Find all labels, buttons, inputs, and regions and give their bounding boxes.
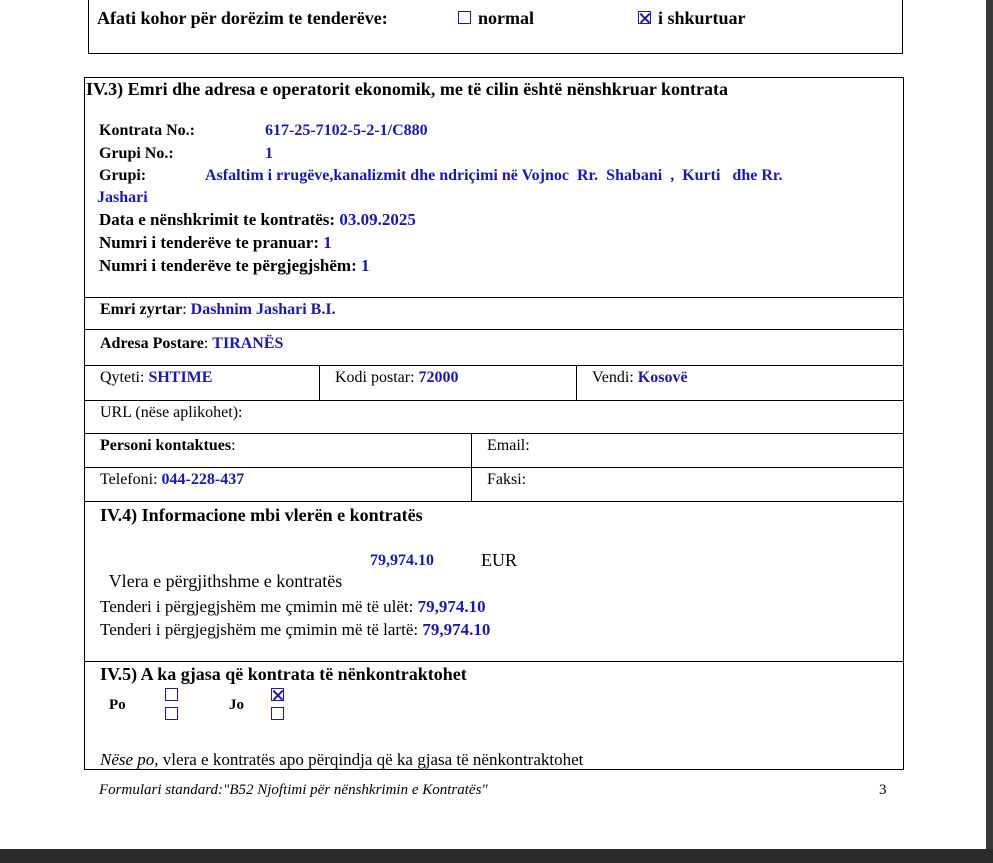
url-label: URL (nëse aplikohet): [100, 404, 243, 421]
viewer-scrollbar-track[interactable] [986, 0, 993, 849]
no-label: Jo [229, 697, 244, 713]
highest-tender-label: Tenderi i përgjegjshëm me çmimin më të lartë: [100, 620, 419, 639]
group-label: Grupi: [99, 167, 147, 184]
contact-cell: Personi kontaktues: [100, 437, 236, 454]
total-value: 79,974.10 [370, 552, 434, 569]
phone-label: Telefoni: [100, 471, 158, 488]
no-checkbox-bottom[interactable] [271, 707, 284, 720]
country-label: Vendi: [592, 369, 634, 386]
tenders-responsive-value: 1 [361, 256, 370, 275]
subcontract-note-text: vlera e kontratës apo përqindja që ka gjasa të nënkontraktohet [158, 750, 584, 769]
row-divider [84, 400, 904, 401]
yes-checkbox-top[interactable] [165, 688, 178, 701]
currency: EUR [481, 550, 517, 570]
frame-right-border [903, 77, 904, 770]
tenders-received-value: 1 [323, 233, 332, 252]
city-cell [100, 369, 212, 387]
email-label: Email: [487, 437, 530, 454]
country-cell [592, 369, 688, 387]
official-name-row: Emri zyrtar: Dashnim Jashari B.I. [100, 301, 336, 318]
highest-tender-value: 79,974.10 [422, 620, 491, 639]
highest-tender-row [100, 620, 490, 640]
subcontract-note [100, 750, 583, 770]
contact-label: Personi kontaktues [100, 437, 232, 454]
total-value-label: Vlera e përgjithshme e kontratës [108, 571, 343, 591]
short-checkbox[interactable] [638, 11, 651, 24]
group-name-line2: Jashari [97, 189, 148, 206]
tenders-responsive-row [99, 256, 370, 276]
group-no-value: 1 [265, 145, 273, 162]
country-value: Kosovë [637, 369, 688, 386]
group-no-label: Grupi No.: [99, 145, 174, 162]
signing-date-value: 03.09.2025 [339, 210, 416, 229]
postal-address-value: TIRANËS [212, 335, 284, 352]
row-divider [84, 365, 904, 366]
normal-checkbox[interactable] [458, 11, 471, 24]
postal-code-cell [335, 369, 459, 387]
row-divider [84, 329, 904, 330]
row-divider [84, 661, 904, 662]
lowest-tender-row [100, 597, 486, 617]
official-name-value: Dashnim Jashari B.I. [190, 301, 336, 318]
normal-option-label: normal [478, 8, 534, 28]
no-checkbox[interactable] [271, 688, 284, 701]
row-divider [84, 433, 904, 434]
contract-no-label: Kontrata No.: [99, 122, 195, 139]
tenders-responsive-label: Numri i tenderëve te përgjegjshëm: [99, 256, 357, 275]
contract-no-value: 617-25-7102-5-2-1/C880 [265, 122, 428, 139]
fax-label: Faksi: [487, 471, 527, 488]
lowest-tender-label: Tenderi i përgjegjshëm me çmimin më të ulët: [100, 597, 414, 616]
row-divider [84, 501, 904, 502]
row-divider [84, 467, 904, 468]
tenders-received-label: Numri i tenderëve te pranuar: [99, 233, 320, 252]
form-footer: Formulari standard:"B52 Njoftimi për nënshkrimin e Kontratës" [99, 782, 488, 798]
tenders-received-row [99, 233, 332, 253]
postal-address-row: Adresa Postare: TIRANËS [100, 335, 284, 352]
col-divider [576, 365, 577, 400]
page-number: 3 [879, 782, 887, 798]
yes-checkbox[interactable] [165, 707, 178, 720]
deadline-label: Afati kohor për dorëzim te tenderëve: [97, 8, 388, 28]
section-iv4-title: IV.4) Informacione mbi vlerën e kontratës [100, 505, 423, 525]
col-divider [319, 365, 320, 400]
section-iv3-top-border [84, 77, 904, 78]
lowest-tender-value: 79,974.10 [417, 597, 486, 616]
taskbar [0, 849, 993, 863]
total-value-row [100, 550, 342, 592]
short-option-label: i shkurtuar [658, 8, 746, 28]
official-name-label: Emri zyrtar [100, 301, 183, 318]
group-name-line1: Asfaltim i rrugëve,kanalizmit dhe ndriçimi në Vojnoc Rr. Shabani , Kurti dhe Rr. [205, 167, 783, 184]
phone-value: 044-228-437 [161, 471, 245, 488]
signing-date-row [99, 210, 416, 230]
section-iv3-title: IV.3) Emri dhe adresa e operatorit ekonomik, me të cilin është nënshkruar kontrata [86, 79, 728, 99]
frame-left-border [84, 77, 85, 770]
city-value: SHTIME [148, 369, 213, 386]
postal-address-label: Adresa Postare [100, 335, 204, 352]
row-divider [84, 297, 904, 298]
section-iv5-title: IV.5) A ka gjasa që kontrata të nënkontraktohet [100, 664, 467, 684]
postal-code-value: 72000 [418, 369, 459, 386]
yes-label: Po [109, 697, 126, 713]
subcontract-note-italic: Nëse po, [100, 750, 159, 769]
signing-date-label: Data e nënshkrimit te kontratës: [99, 210, 336, 229]
postal-code-label: Kodi postar: [335, 369, 415, 386]
frame-bottom-border [84, 769, 904, 770]
city-label: Qyteti: [100, 369, 145, 386]
phone-cell [100, 471, 244, 489]
